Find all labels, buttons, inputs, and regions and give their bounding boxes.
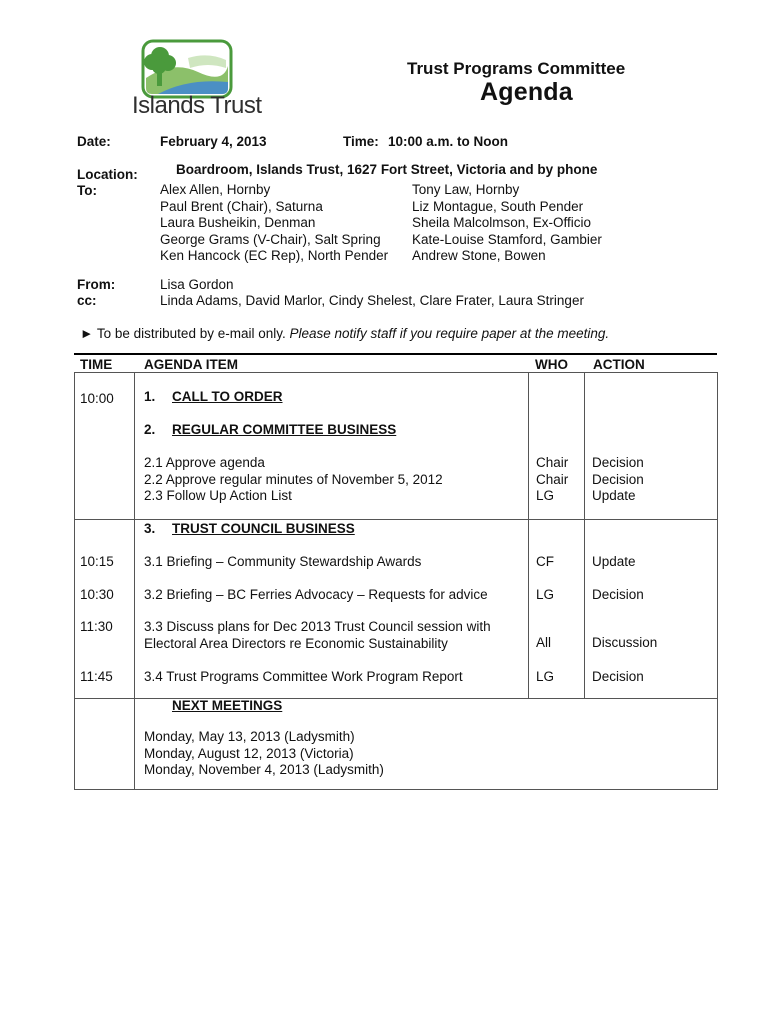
recipients-right	[412, 182, 602, 265]
section-number: 3.	[144, 521, 156, 536]
call-to-order-time: 10:00	[80, 391, 114, 406]
table-row-who: LG	[536, 669, 555, 684]
from-label: From:	[77, 277, 116, 292]
header-time: TIME	[80, 357, 113, 372]
column-divider	[528, 372, 529, 698]
list-item: Monday, November 4, 2013 (Ladysmith)	[144, 762, 384, 778]
table-row-item	[144, 619, 491, 652]
column-divider	[134, 372, 135, 789]
table-row-time: 10:15	[80, 554, 114, 569]
notice-text: To be distributed by e-mail only.	[96, 326, 286, 341]
distribution-notice	[80, 326, 609, 341]
action-cell: Decision	[592, 471, 644, 487]
table-row-item: 3.4 Trust Programs Committee Work Program Report	[144, 669, 463, 684]
list-item: Monday, August 12, 2013 (Victoria)	[144, 745, 354, 761]
table-row-action: Decision	[592, 587, 644, 602]
arrow-right-icon: ►	[80, 326, 94, 341]
row-divider	[74, 519, 717, 520]
from-value: Lisa Gordon	[160, 277, 234, 292]
table-row-who: CF	[536, 554, 554, 569]
list-item: 2.1 Approve agenda	[144, 455, 265, 470]
regular-business-items	[144, 455, 443, 505]
list-item: 2.2 Approve regular minutes of November 5, 2012	[144, 471, 443, 487]
next-meetings-list	[144, 729, 384, 779]
row-divider	[74, 698, 717, 699]
recipient-name: Tony Law, Hornby	[412, 182, 520, 197]
recipient-name: George Grams (V-Chair), Salt Spring	[160, 231, 381, 247]
table-row-who: All	[536, 635, 552, 650]
table-row-time: 11:30	[80, 619, 113, 634]
to-label: To:	[77, 183, 97, 198]
recipient-name: Ken Hancock (EC Rep), North Pender	[160, 248, 389, 264]
who-cell: Chair	[536, 471, 569, 487]
recipients-left	[160, 182, 388, 265]
table-row-item-line: Electoral Area Directors re Economic Sustainability	[144, 635, 448, 651]
date-label: Date:	[77, 134, 111, 149]
recipient-name: Paul Brent (Chair), Saturna	[160, 198, 323, 214]
location-value: Boardroom, Islands Trust, 1627 Fort Street, Victoria and by phone	[176, 162, 598, 177]
table-row-item: 3.1 Briefing – Community Stewardship Awards	[144, 554, 422, 569]
action-cell: Decision	[592, 455, 644, 470]
notice-italic-text: Please notify staff if you require paper at the meeting.	[289, 326, 610, 341]
table-row-action: Discussion	[592, 635, 658, 650]
header-action: ACTION	[593, 357, 645, 372]
table-row-time: 11:45	[80, 669, 113, 684]
column-divider	[584, 372, 585, 698]
page-title: Agenda	[480, 78, 573, 106]
recipient-name: Liz Montague, South Pender	[412, 198, 584, 214]
cc-label: cc:	[77, 293, 97, 308]
regular-business-who	[536, 455, 568, 505]
list-item: Monday, May 13, 2013 (Ladysmith)	[144, 729, 355, 744]
recipient-name: Laura Busheikin, Denman	[160, 215, 316, 231]
action-cell: Update	[592, 488, 636, 504]
time-value: 10:00 a.m. to Noon	[388, 134, 509, 149]
regular-business-action	[592, 455, 644, 505]
regular-business-title: REGULAR COMMITTEE BUSINESS	[172, 422, 397, 437]
section-number: 1.	[144, 389, 156, 404]
table-row-action: Decision	[592, 669, 644, 684]
location-label: Location:	[77, 167, 138, 182]
time-label: Time:	[343, 134, 379, 149]
date-value: February 4, 2013	[160, 134, 267, 149]
table-row-action: Update	[592, 554, 636, 569]
trust-council-title: TRUST COUNCIL BUSINESS	[172, 521, 355, 536]
table-row-item-line: 3.3 Discuss plans for Dec 2013 Trust Council session with	[144, 619, 491, 634]
recipient-name: Andrew Stone, Bowen	[412, 248, 546, 264]
cc-value: Linda Adams, David Marlor, Cindy Shelest, Clare Frater, Laura Stringer	[160, 293, 584, 308]
section-number: 2.	[144, 422, 156, 437]
table-row-time: 10:30	[80, 587, 114, 602]
header-who: WHO	[535, 357, 568, 372]
table-top-rule	[74, 353, 717, 355]
recipient-name: Kate-Louise Stamford, Gambier	[412, 231, 602, 247]
next-meetings-title: NEXT MEETINGS	[172, 698, 283, 713]
recipient-name: Sheila Malcolmson, Ex-Officio	[412, 215, 592, 231]
header-agenda-item: AGENDA ITEM	[144, 357, 238, 372]
who-cell: LG	[536, 488, 555, 504]
recipient-name: Alex Allen, Hornby	[160, 182, 271, 197]
list-item: 2.3 Follow Up Action List	[144, 488, 292, 504]
table-row-who: LG	[536, 587, 555, 602]
call-to-order-title: CALL TO ORDER	[172, 389, 283, 404]
committee-title: Trust Programs Committee	[407, 59, 626, 78]
table-row-item: 3.2 Briefing – BC Ferries Advocacy – Requests for advice	[144, 587, 488, 602]
logo-wordmark: Islands Trust	[132, 92, 262, 119]
who-cell: Chair	[536, 455, 569, 470]
